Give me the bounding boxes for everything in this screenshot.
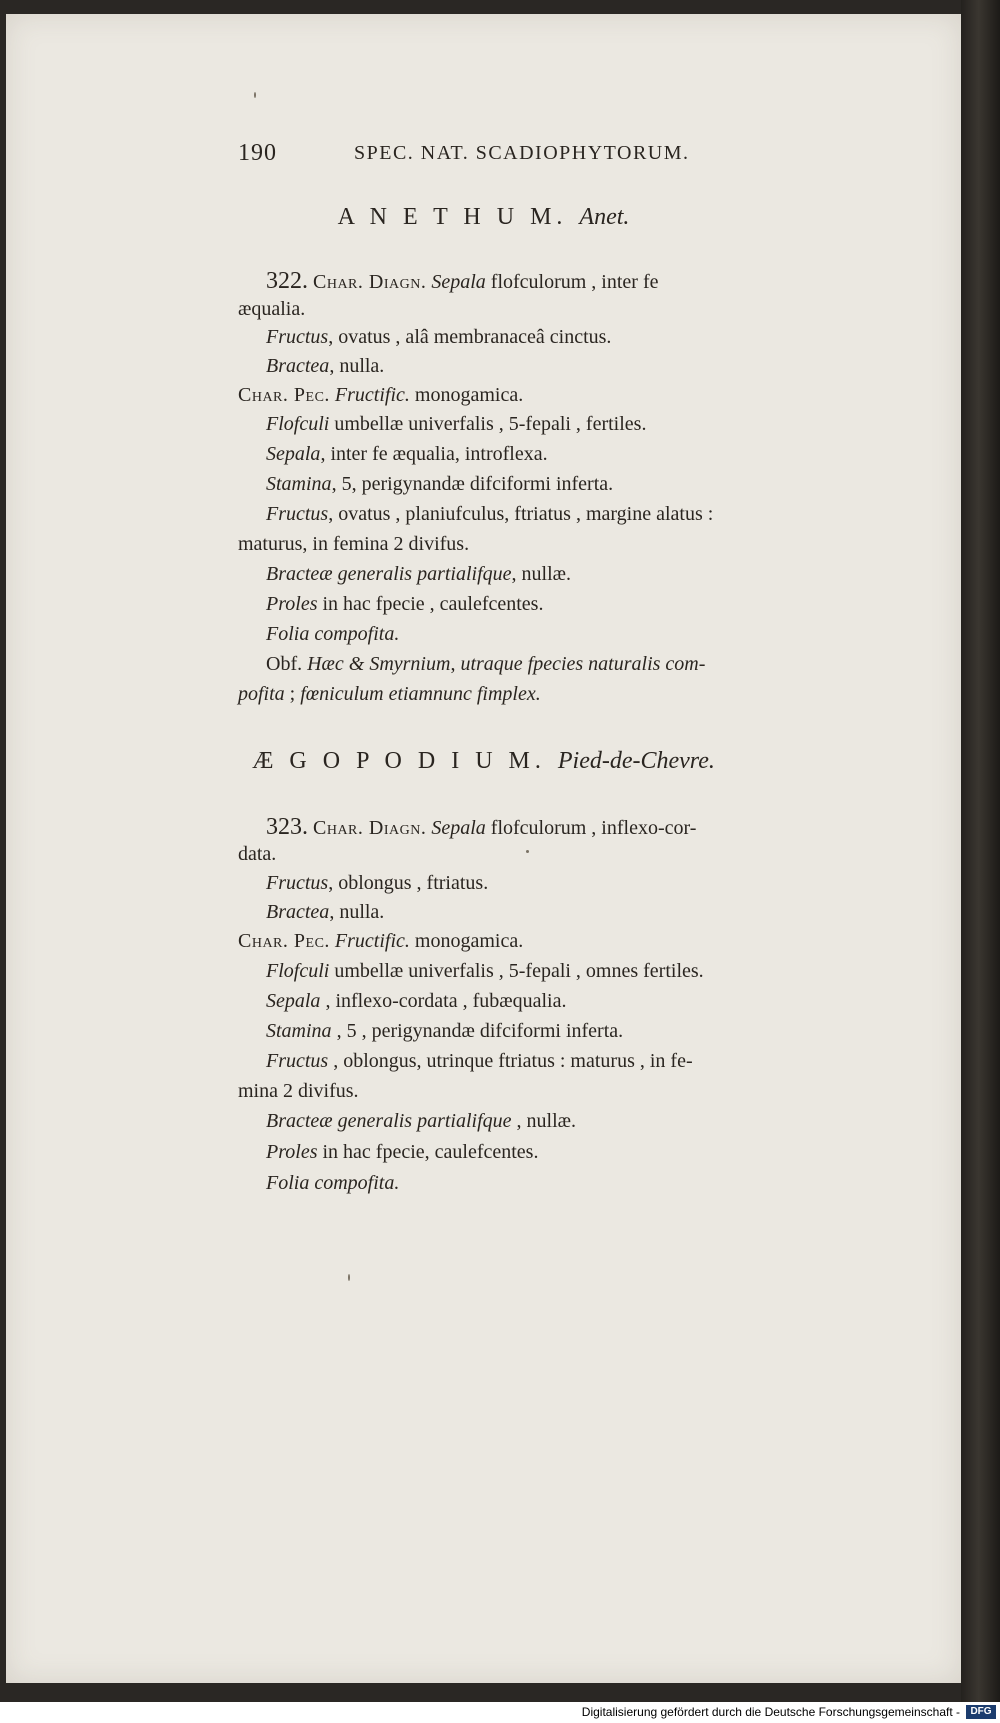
description-text: , nullæ. [511,563,571,585]
entry-line [266,1020,623,1043]
latin-term: Hæc & Smyrnium [307,653,451,675]
description-text: , nullæ. [516,1110,576,1132]
description-text: flofculorum , inflexo-cor- [490,817,697,839]
entry-line [266,413,646,436]
description-text: monogamica. [414,384,524,406]
genus-vernacular: Anet. [579,204,630,230]
entry-line [266,814,696,841]
obs-label: Obf. [266,653,303,675]
char-label: Char. Diagn. [313,817,427,839]
char-label: Char. Pec. [238,384,330,406]
entry-line: Folia compofita. [266,1172,400,1194]
description-text: in hac fpecie , caulefcentes. [322,593,544,615]
description-text: , 5, perigynandæ difciformi inferta. [331,473,614,495]
entry-line [266,1050,693,1073]
digitization-footer [0,1702,1000,1723]
description-text: , inter fe æqualia, introflexa. [320,443,548,465]
latin-term: Fructus [266,1050,329,1072]
entry-line: Folia compofita. [266,623,400,645]
latin-term: Sepala [266,443,321,465]
book-binding-edge [961,0,1000,1702]
entry-line [266,473,613,496]
entry-line: data. [238,843,277,865]
description-text: , oblongus, utrinque ftriatus : maturus , in fe- [333,1050,693,1072]
genus-name: Æ G O P O D I U M. [252,748,546,774]
description-text: , ovatus , alâ membranaceâ cinctus. [328,326,612,348]
paper-speck [254,92,256,98]
description-text: umbellæ univerfalis , 5-fepali , omnes fertiles. [334,960,704,982]
latin-term: Fructus [266,872,329,894]
description-text: , nulla. [329,901,385,923]
entry-line [266,443,548,466]
latin-term: Fructus [266,503,329,525]
paper-speck [348,1274,350,1281]
observation-line [266,653,705,676]
description-text: , inflexo-cordata , fubæqualia. [325,990,567,1012]
genus-heading-anethum [6,204,961,231]
entry-line: maturus, in femina 2 divifus. [238,533,470,555]
genus-name: A N E T H U M. [337,204,568,230]
dfg-logo: DFG [966,1705,996,1719]
description-text: , 5 , perigynandæ difciformi inferta. [336,1020,624,1042]
description-text: , oblongus , ftriatus. [328,872,489,894]
book-page [6,14,961,1683]
genus-vernacular: Pied-de-Chevre. [557,748,715,774]
entry-number: 323. [266,814,308,840]
latin-term: Stamina [266,1020,332,1042]
description-text: umbellæ univerfalis , 5-fepali , fertiles. [334,413,647,435]
latin-term: utraque fpecies naturalis com- [460,653,706,675]
entry-line [266,268,659,295]
latin-term: pofita [238,683,285,705]
entry-number: 322. [266,268,308,294]
entry-line [266,563,571,586]
entry-line [266,960,704,983]
funding-credit: Digitalisierung gefördert durch die Deutsche Forschungsgemeinschaft - [581,1705,960,1719]
latin-term: Proles [266,1141,318,1163]
latin-term: Stamina [266,473,332,495]
paper-speck [526,850,529,853]
entry-line [266,901,384,924]
latin-term: Proles [266,593,318,615]
entry-line: mina 2 divifus. [238,1080,359,1102]
latin-term: Fructific. [334,384,410,406]
char-label: Char. Pec. [238,930,330,952]
entry-line [266,503,713,526]
latin-term: Sepala [431,271,486,293]
entry-line [266,355,384,378]
latin-term: fœniculum etiamnunc fimplex. [300,683,541,705]
running-title: SPEC. NAT. SCADIOPHYTORUM. [354,142,690,164]
genus-heading-aegopodium [6,748,961,775]
entry-line [266,1110,576,1133]
description-text: , nulla. [329,355,385,377]
entry-line [238,930,523,953]
latin-term: Bracteæ generalis partialifque [266,1110,512,1132]
latin-term: Bractea [266,901,330,923]
entry-line [238,384,523,407]
latin-term: Bracteæ generalis partialifque [266,563,512,585]
latin-term: Fructific. [334,930,410,952]
latin-term: Bractea [266,355,330,377]
latin-term: Flofculi [266,960,330,982]
latin-term: Fructus [266,326,329,348]
entry-line [266,1141,538,1164]
entry-line: æqualia. [238,298,306,320]
punctuation: , [450,653,456,675]
observation-line [238,683,541,706]
entry-line [266,872,488,895]
punctuation: ; [289,683,296,705]
char-label: Char. Diagn. [313,271,427,293]
description-text: flofculorum , inter fe [490,271,659,293]
latin-term: Sepala [266,990,321,1012]
description-text: in hac fpecie, caulefcentes. [322,1141,539,1163]
description-text: , ovatus , planiufculus, ftriatus , margine alatus : [328,503,714,525]
entry-line [266,593,543,616]
entry-line [266,990,566,1013]
entry-line [266,326,611,349]
page-number: 190 [238,140,277,166]
description-text: monogamica. [414,930,524,952]
latin-term: Sepala [431,817,486,839]
latin-term: Flofculi [266,413,330,435]
